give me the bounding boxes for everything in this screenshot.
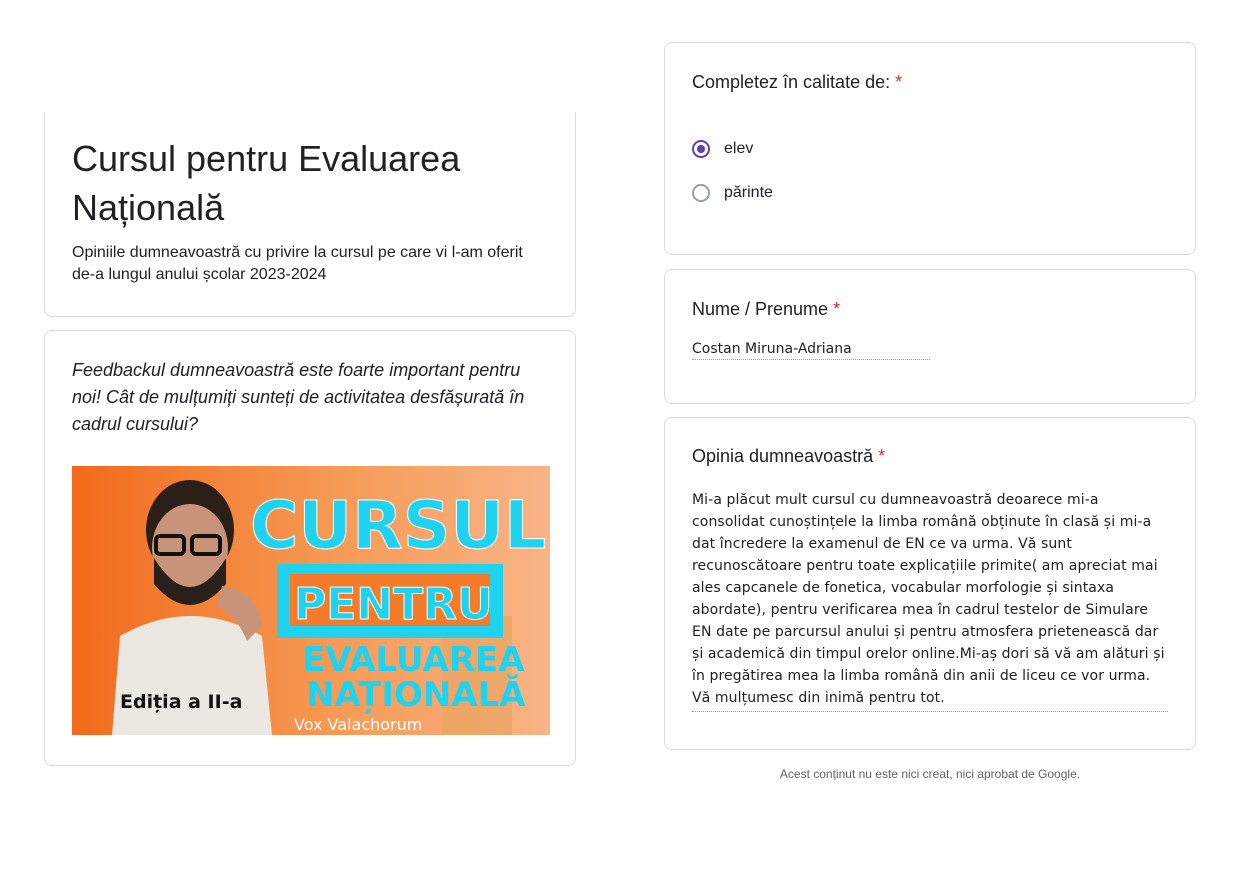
required-mark: * [833, 299, 841, 319]
banner-line-2: PENTRU [294, 579, 493, 630]
google-disclaimer: Acest conținut nu este nici creat, nici aprobat de Google. [779, 767, 1081, 781]
question-name-card [664, 269, 1196, 404]
question-opinion-card [664, 417, 1196, 750]
banner-line-4: NAȚIONALĂ [306, 675, 526, 715]
form-header-card [44, 112, 576, 317]
form-title: Cursul pentru Evaluarea Națională [72, 138, 461, 228]
banner-edition: Ediția a II-a [120, 691, 243, 713]
question-opinion-label: Opinia dumneavoastră [692, 446, 874, 466]
radio-option-elev[interactable] [692, 137, 753, 161]
radio-button-unchecked[interactable] [692, 184, 710, 202]
banner-line-1: CURSUL [250, 487, 547, 564]
question-role-card [664, 42, 1196, 255]
required-mark: * [895, 72, 903, 92]
feedback-section-card [44, 330, 576, 766]
radio-button-checked[interactable] [692, 140, 710, 158]
question-name-label: Nume / Prenume [692, 299, 829, 319]
question-name-title [692, 299, 840, 320]
banner-line-3: EVALUAREA [302, 640, 525, 680]
course-banner-image [72, 466, 550, 735]
form-description: Opiniile dumneavoastră cu privire la cursul pe care vi l-am oferit de-a lungul anului școlar 2023-2024 [72, 244, 523, 283]
opinion-answer-field[interactable]: Mi-a plăcut mult cursul cu dumneavoastră deoarece mi-a consolidat cunoștințele la limba română obținute în clasă și mi-a dat încredere la examenul de EN ce va urma. Vă sunt recunoscătoare pentru toate explicațiile primite( am apreciat mai ales capcanele de fonetica, vocabular morfologie și sintaxa abordate), pentru verificarea mea în cadrul testelor de Simulare EN date pe parcursul anului și pentru atmosfera prietenească dar și academică din timpul orelor online.Mi-aș dori să vă am alături și în pregătirea mea la limba română din anii de liceu ce vor urma. Vă mulțumesc din inimă pentru tot. [692, 489, 1168, 712]
radio-option-parinte[interactable] [692, 181, 773, 205]
radio-option-label: elev [724, 140, 754, 157]
question-opinion-title [692, 446, 885, 467]
question-role-label: Completez în calitate de: [692, 72, 891, 92]
feedback-section-text: Feedbackul dumneavoastră este foarte important pentru noi! Cât de mulțumiți sunteți de activitatea desfășurată în cadrul cursului? [72, 360, 525, 434]
required-mark: * [878, 446, 886, 466]
radio-option-label: părinte [724, 184, 773, 201]
question-role-title [692, 72, 902, 93]
name-answer-field[interactable]: Costan Miruna-Adriana [692, 341, 930, 360]
banner-signature: Vox Valachorum [294, 715, 423, 734]
